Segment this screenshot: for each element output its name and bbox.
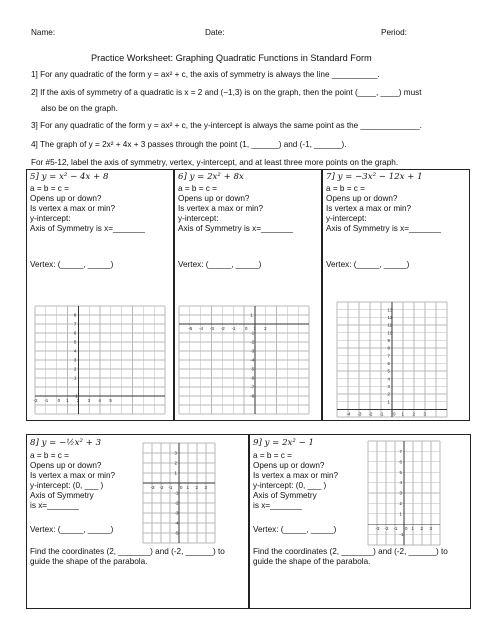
x-tick-label: 1 (411, 526, 414, 532)
problem-8-axis-value: is x=_______ (30, 501, 79, 510)
y-tick-label: 7 (73, 321, 77, 327)
y-tick-label: -1 (73, 393, 78, 399)
y-tick-label: 1 (73, 375, 77, 381)
problem-9-max-min: Is vertex a max or min? (253, 471, 339, 480)
problem-6-equation: y = 2x² + 8x (189, 172, 244, 182)
problem-7-coordinate-grid (337, 302, 447, 417)
y-tick-label: 10 (387, 330, 393, 336)
problem-6-axis-of-symmetry: Axis of Symmetry is x=_______ (178, 224, 293, 233)
y-tick-label: 4 (387, 376, 390, 382)
problem-9-number: 9] y = 2x² − 1 (253, 438, 314, 448)
x-tick-label: 3 (87, 398, 91, 403)
x-tick-label: -3 (210, 326, 214, 331)
y-tick-label: 4 (73, 348, 77, 354)
problem-9-axis-of-symmetry: Axis of Symmetry (253, 491, 317, 500)
problem-6-opens: Opens up or down? (178, 194, 250, 203)
y-tick-label: -3 (174, 510, 179, 516)
y-tick-label: 1 (174, 470, 177, 476)
x-tick-label: 1 (253, 326, 256, 331)
problem-8-vertex: Vertex: (_____, _____) (30, 525, 114, 534)
y-tick-label: 6 (387, 360, 390, 366)
x-tick-label: 2 (264, 326, 267, 331)
y-tick-label: -4 (250, 357, 255, 363)
problem-5-equation: y = x² − 4x + 8 (41, 172, 109, 182)
question-2: 2] If the axis of symmetry of a quadratic is x = 2 and (−1,3) is on the graph, then the point (____, ____) must (31, 88, 422, 97)
problem-8-y-intercept: y-intercept: (0, ___ ) (30, 481, 104, 490)
problem-7-number: 7] y = −3x² − 12x + 1 (326, 172, 423, 182)
y-tick-label: 2 (174, 460, 177, 466)
problem-8-max-min: Is vertex a max or min? (30, 471, 116, 480)
problem-7-box (322, 169, 470, 421)
y-tick-label: 9 (387, 337, 390, 343)
x-tick-label: 1 (401, 411, 404, 417)
y-tick-label: 3 (399, 490, 402, 496)
problem-5-axis-of-symmetry: Axis of Symmetry is x=_______ (30, 224, 145, 233)
problem-8-find-coordinates-continued: guide the shape of the parabola. (30, 557, 148, 566)
x-tick-label: -2 (159, 485, 164, 490)
y-tick-label: 11 (387, 322, 393, 328)
x-tick-label: 2 (420, 526, 423, 532)
problem-8-coefficients: a = b = c = (30, 451, 69, 460)
problem-5-opens: Opens up or down? (30, 194, 102, 203)
x-tick-label: -1 (379, 411, 384, 417)
x-tick-label: -2 (368, 411, 373, 417)
problem-9-opens: Opens up or down? (253, 461, 325, 470)
problem-6-coefficients: a = b = c = (178, 184, 217, 193)
y-tick-label: 5 (387, 368, 390, 374)
y-tick-label: -1 (399, 532, 404, 538)
y-tick-label: 8 (387, 345, 390, 351)
question-1: 1] For any quadratic of the form y = ax² + c, the axis of symmetry is always the line __________. (31, 70, 380, 79)
name-label: Name: (31, 28, 56, 37)
problem-6-number: 6] y = 2x² + 8x (178, 172, 244, 182)
problem-9-axis-value: is x=_______ (253, 501, 302, 510)
y-tick-label: 3 (174, 450, 177, 456)
problem-5-max-min: Is vertex a max or min? (30, 204, 116, 213)
x-tick-label: 2 (195, 485, 198, 490)
x-tick-label: -1 (231, 326, 236, 331)
y-tick-label: -2 (250, 339, 255, 345)
problem-6-vertex: Vertex: (_____, _____) (178, 260, 262, 269)
y-tick-label: 1 (250, 312, 253, 318)
problem-7-max-min: Is vertex a max or min? (326, 204, 412, 213)
x-tick-label: 1 (186, 485, 189, 490)
y-tick-label: 1 (399, 511, 402, 517)
x-tick-label: -5 (188, 326, 193, 331)
problem-5-coordinate-grid (35, 306, 165, 414)
x-tick-label: 5 (109, 398, 112, 403)
x-tick-label: 0 (57, 398, 61, 403)
y-tick-label: 7 (387, 353, 390, 359)
y-tick-label: -5 (174, 530, 179, 536)
problem-5-box (26, 169, 174, 421)
page-title: Practice Worksheet: Graphing Quadratic Functions in Standard Form (91, 53, 372, 63)
y-tick-label: 2 (73, 366, 77, 372)
problem-7-y-intercept: y-intercept: (326, 214, 367, 223)
x-tick-label: -3 (357, 411, 362, 417)
problem-6-max-min: Is vertex a max or min? (178, 204, 264, 213)
problem-7-opens: Opens up or down? (326, 194, 398, 203)
y-tick-label: -6 (250, 375, 255, 381)
problem-9-find-coordinates: Find the coordinates (2, _______) and (-2, ______) to (253, 547, 448, 556)
y-tick-label: 6 (399, 459, 402, 465)
x-tick-label: -3 (150, 485, 155, 490)
y-tick-label: 3 (387, 383, 390, 389)
instructions: For #5-12, label the axis of symmetry, vertex, y-intercept, and at least three more points on the graph. (31, 158, 399, 167)
problem-9-box (249, 434, 471, 609)
y-tick-label: 5 (399, 469, 402, 475)
problem-5-y-intercept: y-intercept: (30, 214, 71, 223)
y-tick-label: -7 (250, 384, 255, 390)
problem-8-coordinate-grid (143, 443, 215, 543)
x-tick-label: -1 (44, 398, 49, 403)
problem-9-equation: y = 2x² − 1 (264, 438, 314, 448)
x-tick-label: 3 (204, 485, 207, 490)
problem-8-equation: y = −½x² + 3 (41, 438, 102, 448)
problem-8-opens: Opens up or down? (30, 461, 102, 470)
y-tick-label: 7 (399, 449, 402, 454)
problem-6-y-intercept: y-intercept: (178, 214, 219, 223)
x-tick-label: 2 (76, 398, 80, 403)
y-tick-label: -1 (174, 490, 179, 496)
problem-7-equation: y = −3x² − 12x + 1 (337, 172, 423, 182)
y-tick-label: 13 (387, 307, 393, 313)
x-tick-label: -2 (384, 526, 389, 532)
x-tick-label: -3 (375, 526, 380, 532)
problem-7-vertex: Vertex: (_____, _____) (326, 260, 410, 269)
problem-9-find-coordinates-continued: guide the shape of the parabola. (253, 557, 371, 566)
problem-8-find-coordinates: Find the coordinates (2, _______) and (-2, ______) to (30, 547, 225, 556)
x-tick-label: -1 (168, 485, 173, 490)
x-tick-label: 2 (412, 411, 415, 417)
problem-9-coordinate-grid (368, 441, 440, 545)
x-tick-label: 0 (393, 411, 396, 417)
x-tick-label: -2 (33, 398, 38, 403)
problem-6-coordinate-grid (179, 306, 309, 414)
x-tick-label: -1 (393, 526, 398, 532)
problem-8-box (26, 434, 249, 609)
question-3: 3] For any quadratic of the form y = ax² + c, the y-intercept is always the same point as the _____________. (31, 121, 422, 130)
x-tick-label: -4 (199, 326, 204, 331)
x-tick-label: 4 (98, 398, 101, 403)
y-tick-label: 4 (399, 480, 402, 486)
problem-8-number: 8] y = −½x² + 3 (30, 438, 102, 448)
x-tick-label: -4 (346, 411, 351, 417)
period-label: Period: (381, 28, 407, 37)
problem-9-coefficients: a = b = c = (253, 451, 292, 460)
x-tick-label: 0 (405, 526, 408, 532)
y-tick-label: -3 (250, 348, 255, 354)
x-tick-label: -2 (220, 326, 225, 331)
problem-6-box (174, 169, 322, 421)
question-2-continued: also be on the graph. (41, 104, 118, 113)
x-tick-label: 1 (66, 398, 69, 403)
y-tick-label: 5 (73, 339, 77, 345)
y-tick-label: 2 (399, 501, 402, 506)
problem-8-axis-of-symmetry: Axis of Symmetry (30, 491, 94, 500)
y-tick-label: -5 (250, 366, 255, 372)
y-tick-label: 2 (387, 391, 390, 397)
problem-5-vertex: Vertex: (_____, _____) (30, 260, 114, 269)
y-tick-label: -1 (250, 330, 255, 336)
y-tick-label: -4 (174, 520, 179, 526)
problem-7-axis-of-symmetry: Axis of Symmetry is x=_______ (326, 224, 441, 233)
y-tick-label: -8 (250, 393, 255, 399)
y-tick-label: 12 (387, 314, 393, 320)
x-tick-label: 3 (423, 411, 426, 417)
y-tick-label: 3 (73, 357, 77, 363)
y-tick-label: 6 (73, 330, 77, 336)
problem-5-coefficients: a = b = c = (30, 184, 69, 193)
x-tick-label: 0 (245, 326, 248, 331)
problem-7-coefficients: a = b = c = (326, 184, 365, 193)
problem-9-y-intercept: y-intercept: (0, ___ ) (253, 481, 327, 490)
y-tick-label: -2 (174, 500, 179, 506)
problem-5-number: 5] y = x² − 4x + 8 (30, 172, 109, 182)
question-4: 4] The graph of y = 2x² + 4x + 3 passes through the point (1, ______) and (-1, ______). (31, 140, 347, 149)
problem-9-vertex: Vertex: (_____, _____) (253, 525, 337, 534)
x-tick-label: 0 (180, 485, 183, 490)
y-tick-label: 8 (73, 312, 77, 318)
y-tick-label: 1 (387, 399, 390, 405)
x-tick-label: 3 (429, 526, 432, 532)
date-label: Date: (205, 28, 225, 37)
